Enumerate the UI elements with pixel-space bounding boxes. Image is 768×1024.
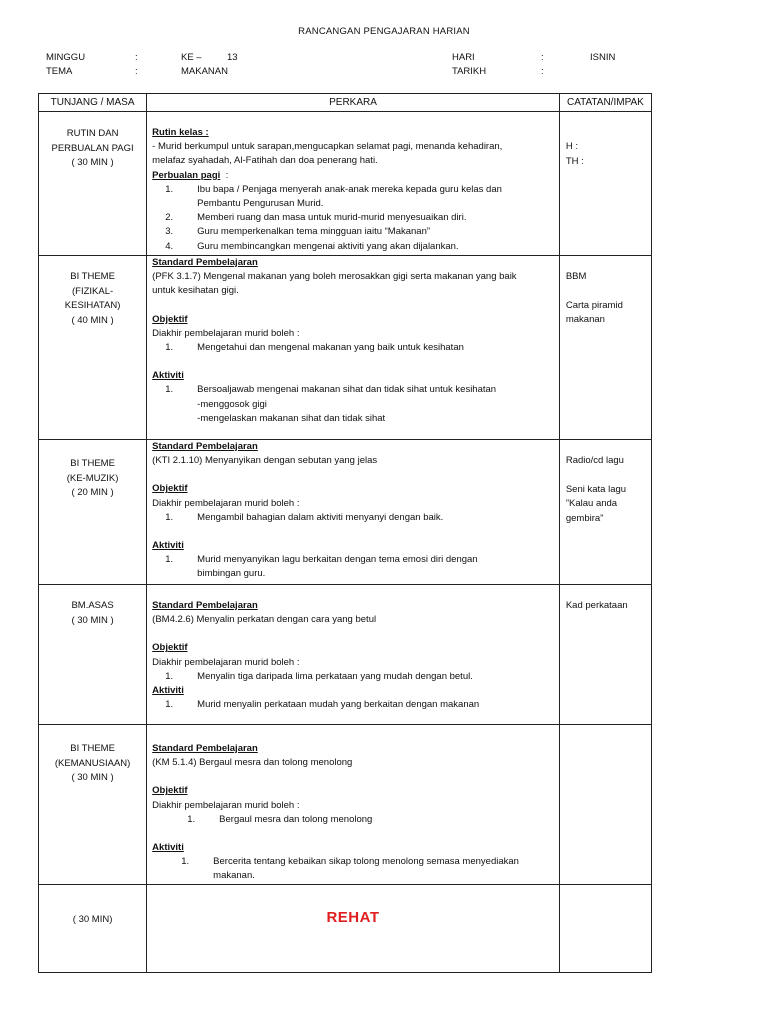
rehat-label: REHAT	[326, 909, 380, 926]
list-item	[152, 183, 559, 211]
catatan-text: Seni kata lagu	[565, 483, 627, 495]
hari-value: ISNIN	[590, 52, 616, 63]
standard-heading: Standard Pembelajaran	[152, 441, 258, 452]
list-item	[152, 341, 559, 355]
list-text: Murid menyalin perkataan mudah yang berkaitan dengan makanan	[197, 699, 480, 711]
standard-text: (BM4.2.6) Menyalin perkatan dengan cara yang betul	[152, 614, 377, 626]
objektif-heading: Objektif	[152, 642, 188, 654]
standard-text: (KTI 2.1.10) Menyanyikan dengan sebutan yang jelas	[152, 455, 378, 467]
masa-cell	[39, 725, 147, 885]
standard-heading: Standard Pembelajaran	[152, 600, 258, 611]
perkara-cell	[147, 256, 560, 440]
masa-text: BM.ASAS	[71, 600, 114, 611]
list-item	[152, 670, 559, 684]
objektif-heading: Objektif	[152, 785, 188, 797]
minggu-label: MINGGU	[46, 52, 86, 63]
masa-text: ( 30 MIN )	[71, 157, 114, 168]
ke-value: 13	[227, 52, 238, 63]
list-number: 3.	[165, 226, 174, 238]
aktiviti-sub: -mengelaskan makanan sihat dan tidak sihat	[197, 412, 386, 424]
list-number: 1.	[165, 511, 174, 523]
list-text-line: Pembantu Pengurusan Murid.	[197, 198, 324, 210]
catatan-text: ”Kalau anda	[565, 498, 618, 509]
masa-text: (KE-MUZIK)	[66, 472, 119, 484]
list-number: 1.	[165, 384, 174, 396]
perbualan-colon: :	[225, 169, 229, 181]
list-number: 1.	[165, 670, 174, 682]
catatan-cell	[559, 585, 651, 725]
masa-text: BI THEME	[70, 458, 115, 469]
list-text: Menyalin tiga daripada lima perkataan yang mudah dengan betul.	[197, 670, 473, 682]
masa-text: PERBUALAN PAGI	[51, 142, 134, 154]
aktiviti-heading: Aktiviti	[152, 685, 184, 697]
masa-text: (KEMANUSIAAN)	[54, 757, 131, 769]
standard-heading: Standard Pembelajaran	[152, 257, 258, 268]
masa-text: ( 30 MIN)	[72, 914, 113, 925]
hari-label: HARI	[452, 52, 475, 63]
lesson-plan-table	[38, 93, 652, 973]
catatan-cell	[559, 112, 651, 256]
rutin-heading: Rutin kelas :	[152, 127, 209, 138]
standard-heading: Standard Pembelajaran	[152, 743, 258, 754]
rutin-line: - Murid berkumpul untuk sarapan,mengucapkan selamat pagi, menanda kehadiran,	[152, 141, 503, 153]
objektif-intro: Diakhir pembelajaran murid boleh :	[152, 799, 300, 811]
table-row	[39, 112, 652, 256]
list-item	[152, 211, 559, 225]
masa-cell	[39, 112, 147, 256]
masa-text: RUTIN DAN	[66, 128, 119, 139]
masa-text: (FIZIKAL-	[72, 285, 114, 297]
masa-text: ( 20 MIN )	[71, 487, 114, 498]
tema-value: MAKANAN	[181, 66, 228, 77]
masa-text: BI THEME	[70, 271, 115, 282]
table-row	[39, 725, 652, 885]
masa-cell	[39, 585, 147, 725]
objektif-list	[152, 511, 559, 525]
list-number: 1.	[165, 342, 174, 354]
list-text-line: Murid menyanyikan lagu berkaitan dengan tema emosi diri dengan	[197, 554, 478, 566]
table-row	[39, 256, 652, 440]
list-text: Bergaul mesra dan tolong menolong	[219, 813, 373, 825]
list-number: 1.	[165, 699, 174, 711]
list-item	[168, 855, 559, 883]
objektif-heading: Objektif	[152, 483, 188, 495]
table-header-row	[39, 94, 652, 112]
table-row	[39, 585, 652, 725]
catatan-text: BBM	[565, 271, 587, 282]
catatan-text: Radio/cd lagu	[565, 455, 624, 466]
masa-text: ( 40 MIN )	[71, 314, 114, 326]
perkara-cell	[147, 440, 560, 585]
table-row	[39, 440, 652, 585]
catatan-text: gembira”	[565, 512, 604, 524]
masa-text: KESIHATAN)	[64, 300, 121, 311]
list-item	[152, 383, 559, 397]
aktiviti-heading: Aktiviti	[152, 842, 184, 854]
list-text: Bersoaljawab mengenai makanan sihat dan tidak sihat untuk kesihatan	[197, 384, 497, 396]
list-text-line: Bercerita tentang kebaikan sikap tolong menolong semasa menyediakan	[213, 856, 519, 868]
list-item	[152, 225, 559, 239]
list-item	[152, 240, 559, 254]
objektif-intro: Diakhir pembelajaran murid boleh :	[152, 327, 300, 339]
perbualan-list	[152, 183, 559, 254]
minggu-colon: :	[135, 52, 138, 63]
list-text: Guru membincangkan mengenai aktiviti yang akan dijalankan.	[197, 240, 459, 252]
catatan-cell	[559, 440, 651, 585]
aktiviti-list	[152, 383, 559, 397]
masa-text: ( 30 MIN )	[71, 772, 114, 783]
list-text: Memberi ruang dan masa untuk murid-murid menyesuaikan diri.	[197, 212, 467, 224]
column-header-catatan: CATATAN/IMPAK	[559, 94, 651, 112]
catatan-text: H :	[565, 141, 578, 152]
list-item	[152, 511, 559, 525]
catatan-cell	[559, 725, 651, 885]
list-text-line: Ibu bapa / Penjaga menyerah anak-anak mereka kepada guru kelas dan	[197, 183, 502, 195]
standard-text: untuk kesihatan gigi.	[152, 285, 239, 297]
tarikh-label: TARIKH	[452, 66, 487, 77]
list-text	[197, 183, 502, 211]
list-text: Mengambil bahagian dalam aktiviti menyanyi dengan baik.	[197, 511, 444, 523]
masa-cell	[39, 885, 147, 973]
column-header-masa: TUNJANG / MASA	[39, 94, 147, 112]
perbualan-heading-line	[152, 169, 559, 183]
perkara-cell	[147, 112, 560, 256]
aktiviti-heading: Aktiviti	[152, 370, 184, 382]
masa-cell	[39, 440, 147, 585]
list-number: 1.	[187, 813, 196, 825]
tema-colon: :	[135, 66, 138, 77]
list-number: 1.	[165, 183, 174, 195]
aktiviti-list	[152, 698, 559, 712]
list-text: Mengetahui dan mengenal makanan yang baik untuk kesihatan	[197, 342, 464, 354]
catatan-text: Kad perkataan	[565, 600, 628, 611]
list-number: 1.	[181, 856, 190, 868]
list-text: Guru memperkenalkan tema mingguan iaitu “Makanan”	[197, 226, 431, 238]
standard-text: (KM 5.1.4) Bergaul mesra dan tolong menolong	[152, 757, 353, 769]
objektif-list	[152, 813, 559, 827]
list-number: 1.	[165, 554, 174, 566]
hari-colon: :	[541, 52, 544, 63]
aktiviti-sub: -menggosok gigi	[197, 398, 267, 410]
objektif-list	[152, 670, 559, 684]
catatan-cell	[559, 885, 651, 973]
list-text	[213, 855, 519, 883]
objektif-intro: Diakhir pembelajaran murid boleh :	[152, 497, 300, 509]
tema-label: TEMA	[46, 66, 73, 77]
ke-label: KE –	[181, 52, 202, 63]
list-text-line: bimbingan guru.	[197, 568, 266, 580]
catatan-text: Carta piramid	[565, 299, 623, 311]
objektif-list	[152, 341, 559, 355]
catatan-text: TH :	[565, 155, 584, 167]
list-item	[174, 813, 559, 827]
list-number: 2.	[165, 212, 174, 224]
masa-cell	[39, 256, 147, 440]
masa-text: BI THEME	[70, 743, 115, 754]
column-header-perkara: PERKARA	[147, 94, 560, 112]
perkara-cell	[147, 885, 560, 973]
list-item	[152, 698, 559, 712]
perkara-cell	[147, 585, 560, 725]
catatan-text: makanan	[565, 314, 605, 325]
aktiviti-list	[152, 553, 559, 581]
page-title: RANCANGAN PENGAJARAN HARIAN	[298, 26, 470, 37]
aktiviti-heading: Aktiviti	[152, 540, 184, 552]
list-item	[152, 553, 559, 581]
aktiviti-list	[152, 855, 559, 883]
list-text-line: makanan.	[213, 870, 255, 882]
perbualan-heading: Perbualan pagi	[152, 169, 221, 181]
tarikh-colon: :	[541, 66, 544, 77]
objektif-heading: Objektif	[152, 313, 188, 325]
masa-text: ( 30 MIN )	[71, 614, 114, 626]
standard-text: (PFK 3.1.7) Mengenal makanan yang boleh merosakkan gigi serta makanan yang baik	[152, 271, 517, 283]
objektif-intro: Diakhir pembelajaran murid boleh :	[152, 656, 300, 668]
table-row	[39, 885, 652, 973]
perkara-cell	[147, 725, 560, 885]
rutin-line: melafaz syahadah, Al-Fatihah dan doa penerang hati.	[152, 155, 378, 167]
catatan-cell	[559, 256, 651, 440]
list-number: 4.	[165, 240, 174, 252]
list-text	[197, 553, 477, 581]
